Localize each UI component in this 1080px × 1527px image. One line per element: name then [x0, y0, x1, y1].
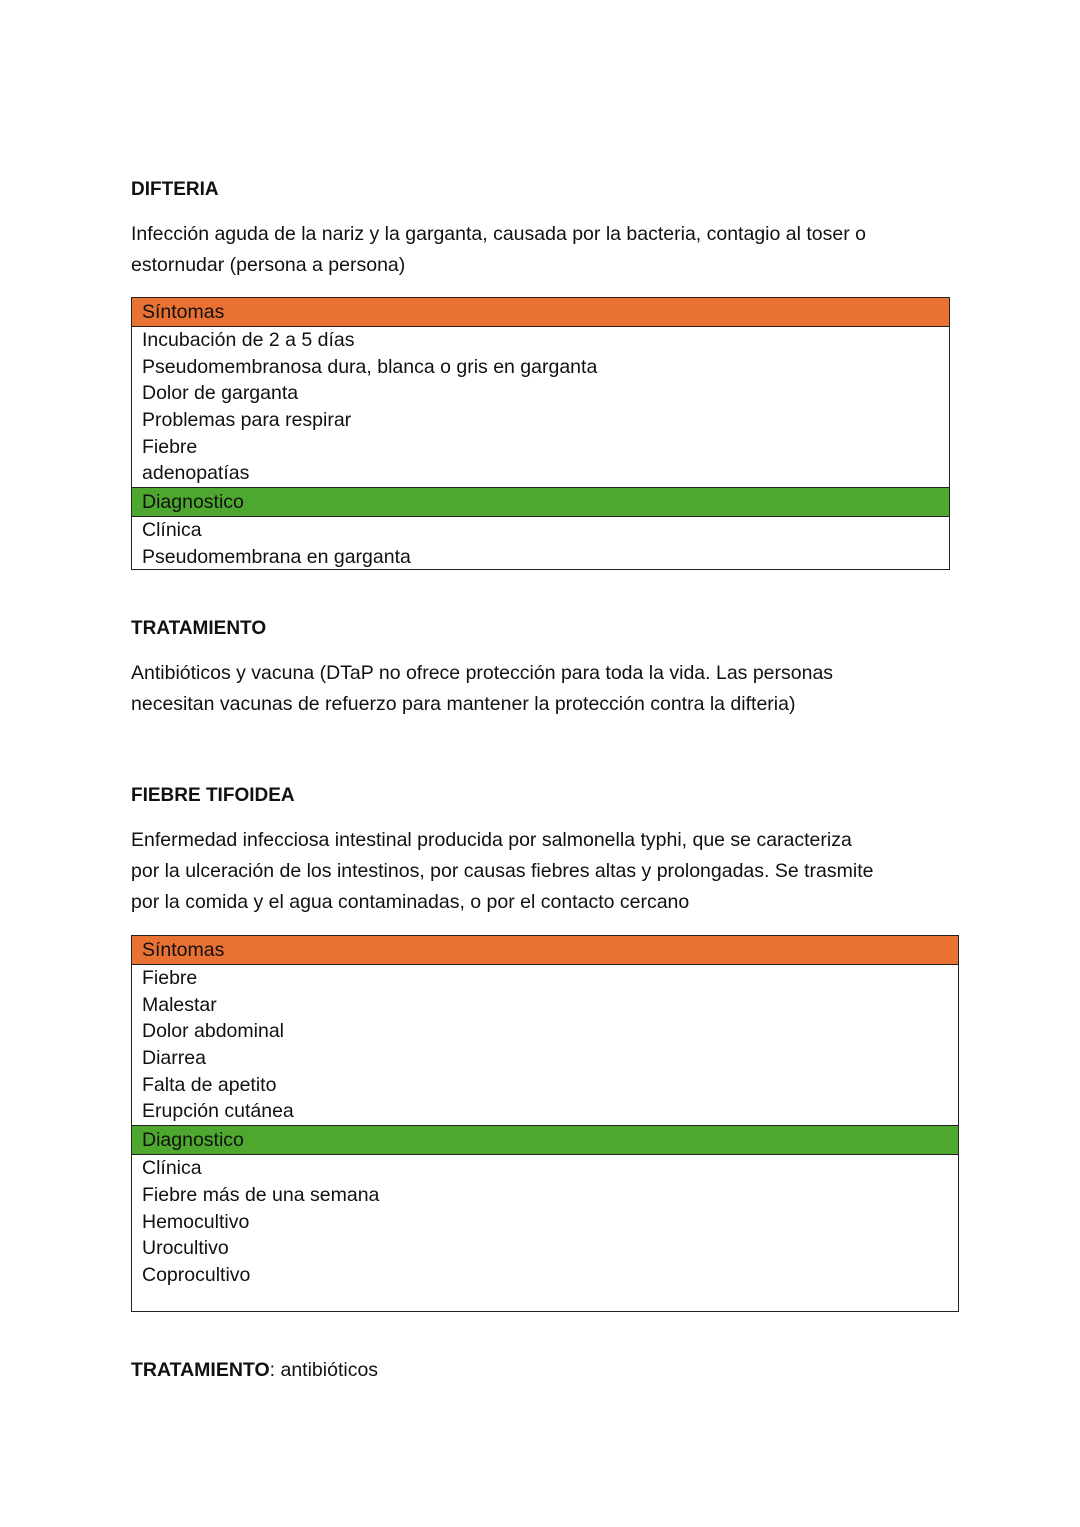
table-row: Fiebre [142, 967, 198, 989]
table-row: Hemocultivo [142, 1210, 250, 1233]
table-row: Clínica [142, 1157, 202, 1180]
tifoidea-description [131, 825, 873, 918]
table-row: Urocultivo [142, 1237, 229, 1260]
table-row: Dolor abdominal [142, 1020, 284, 1043]
table-row: Pseudomembrana en garganta [142, 545, 411, 568]
tratamiento-text: : antibióticos [269, 1359, 379, 1381]
tratamiento-title: TRATAMIENTO [131, 618, 267, 639]
table-row: Dolor de garganta [142, 382, 299, 405]
text-line: Antibióticos y vacuna (DTaP no ofrece protección para toda la vida. Las personas [131, 662, 834, 684]
table-row: Fiebre [142, 435, 198, 458]
sintomas-header: Síntomas [132, 298, 949, 327]
difteria-description [131, 219, 866, 281]
tifoidea-tratamiento [131, 1355, 378, 1386]
table-row: adenopatías [142, 462, 250, 485]
table-row: Incubación de 2 a 5 días [142, 329, 355, 351]
table-row: Fiebre más de una semana [142, 1183, 380, 1206]
diagnostico-header: Diagnostico [132, 1125, 958, 1155]
table-row: Diarrea [142, 1047, 206, 1070]
text-line: por la ulceración de los intestinos, por causas fiebres altas y prolongadas. Se trasmite [131, 860, 874, 882]
table-row: Erupción cutánea [142, 1100, 294, 1123]
text-line: Enfermedad infecciosa intestinal producida por salmonella typhi, que se caracteriza [131, 829, 852, 851]
diagnostico-header: Diagnostico [132, 487, 949, 517]
text-line: estornudar (persona a persona) [131, 254, 406, 276]
text-line: necesitan vacunas de refuerzo para mantener la protección contra la difteria) [131, 693, 796, 715]
difteria-tratamiento [131, 658, 833, 720]
table-row: Coprocultivo [142, 1263, 251, 1286]
table-row: Falta de apetito [142, 1073, 277, 1096]
sintomas-header: Síntomas [132, 936, 958, 965]
table-row: Pseudomembranosa dura, blanca o gris en garganta [142, 355, 598, 378]
table-row: Malestar [142, 993, 217, 1016]
section-title-tifoidea: FIEBRE TIFOIDEA [131, 785, 295, 806]
difteria-table [131, 297, 950, 570]
table-row: Clínica [142, 519, 202, 542]
section-title-difteria: DIFTERIA [131, 179, 219, 200]
text-line: Infección aguda de la nariz y la garganta, causada por la bacteria, contagio al toser o [131, 223, 866, 245]
tratamiento-title: TRATAMIENTO [131, 1359, 270, 1381]
table-row: Problemas para respirar [142, 409, 352, 432]
text-line: por la comida y el agua contaminadas, o por el contacto cercano [131, 891, 690, 913]
tifoidea-table [131, 935, 959, 1312]
